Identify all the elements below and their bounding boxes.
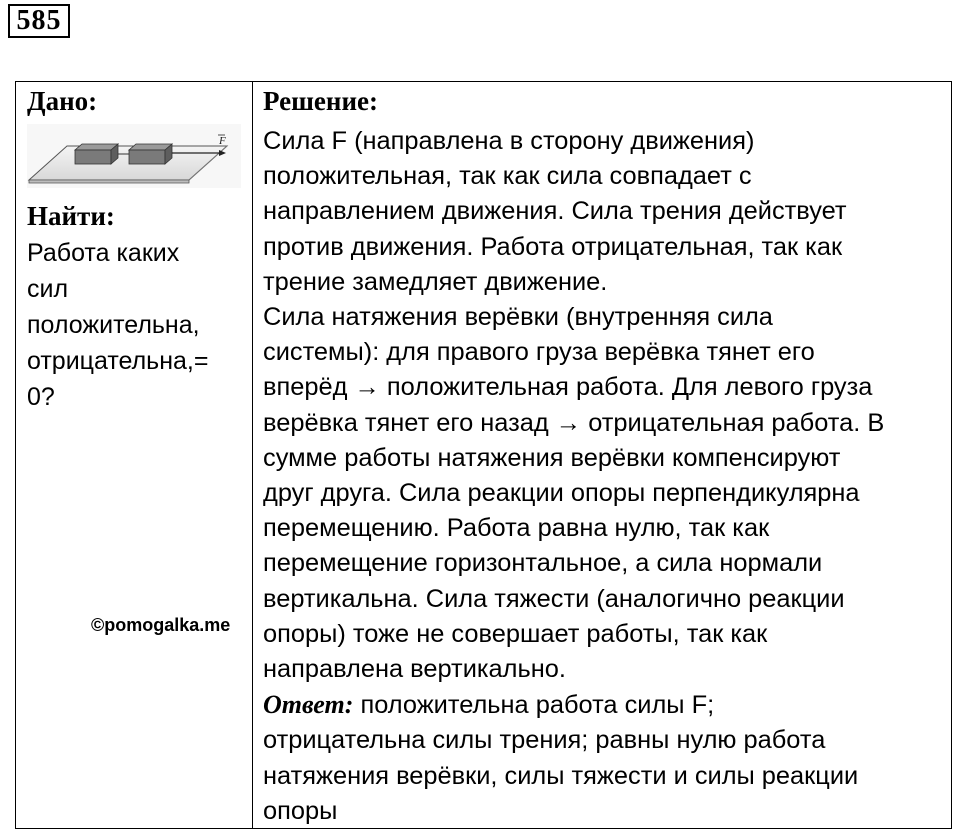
solution-line: системы): для правого груза верёвка тянет его — [263, 338, 815, 367]
solution-line: вертикальна. Сила тяжести (аналогично реакции — [263, 584, 845, 613]
find-line: положительна, — [27, 311, 200, 339]
find-line: отрицательна,= — [27, 347, 209, 375]
solution-line: вперёд → положительная работа. Для левого груза — [263, 373, 873, 402]
answer-label: Ответ: — [263, 690, 354, 720]
problem-number: 585 — [8, 4, 70, 38]
solution-line: трение замедляет движение. — [263, 267, 608, 296]
blocks-on-surface-figure — [27, 124, 241, 188]
answer-line: опоры — [263, 796, 338, 825]
given-heading: Дано: — [27, 86, 98, 116]
solution-line: против движения. Работа отрицательная, так как — [263, 232, 843, 261]
watermark: ©pomogalka.me — [91, 615, 231, 635]
solution-line: направлением движения. Сила трения действует — [263, 197, 847, 226]
solution-line: перемещение горизонтальное, а сила нормали — [263, 549, 823, 578]
left-block — [75, 144, 118, 164]
solution-heading: Решение: — [263, 86, 378, 116]
find-line: сил — [27, 275, 69, 303]
find-line: 0? — [27, 383, 55, 411]
solution-line: Сила F (направлена в сторону движения) — [263, 127, 755, 155]
answer-line — [263, 687, 947, 723]
solution-line: сумме работы натяжения верёвки компенсируют — [263, 443, 841, 472]
solution-line: положительная, так как сила совпадает с — [263, 162, 752, 191]
find-line: Работа каких — [27, 239, 180, 267]
solution-table — [15, 81, 952, 829]
find-question — [27, 235, 249, 415]
solution-line: опоры) тоже не совершает работы, так как — [263, 619, 768, 648]
solution-line: друг друга. Сила реакции опоры перпендикулярна — [263, 479, 860, 508]
solution-column — [263, 82, 947, 829]
solution-line: перемещению. Работа равна нулю, так как — [263, 514, 770, 543]
given-find-column — [27, 82, 249, 415]
find-heading: Найти: — [27, 201, 115, 231]
column-divider — [252, 82, 253, 828]
solution-line: направлена вертикально. — [263, 655, 566, 684]
solution-text — [263, 124, 947, 829]
force-label: F — [219, 135, 226, 147]
answer-text: положительна работа силы F; — [353, 691, 715, 720]
right-block — [129, 144, 172, 164]
answer-line: отрицательна силы трения; равны нулю работа — [263, 726, 826, 755]
answer-line: натяжения верёвки, силы тяжести и силы реакции — [263, 761, 859, 790]
solution-line: Сила натяжения верёвки (внутренняя сила — [263, 303, 773, 332]
solution-line: верёвка тянет его назад → отрицательная работа. В — [263, 408, 885, 437]
